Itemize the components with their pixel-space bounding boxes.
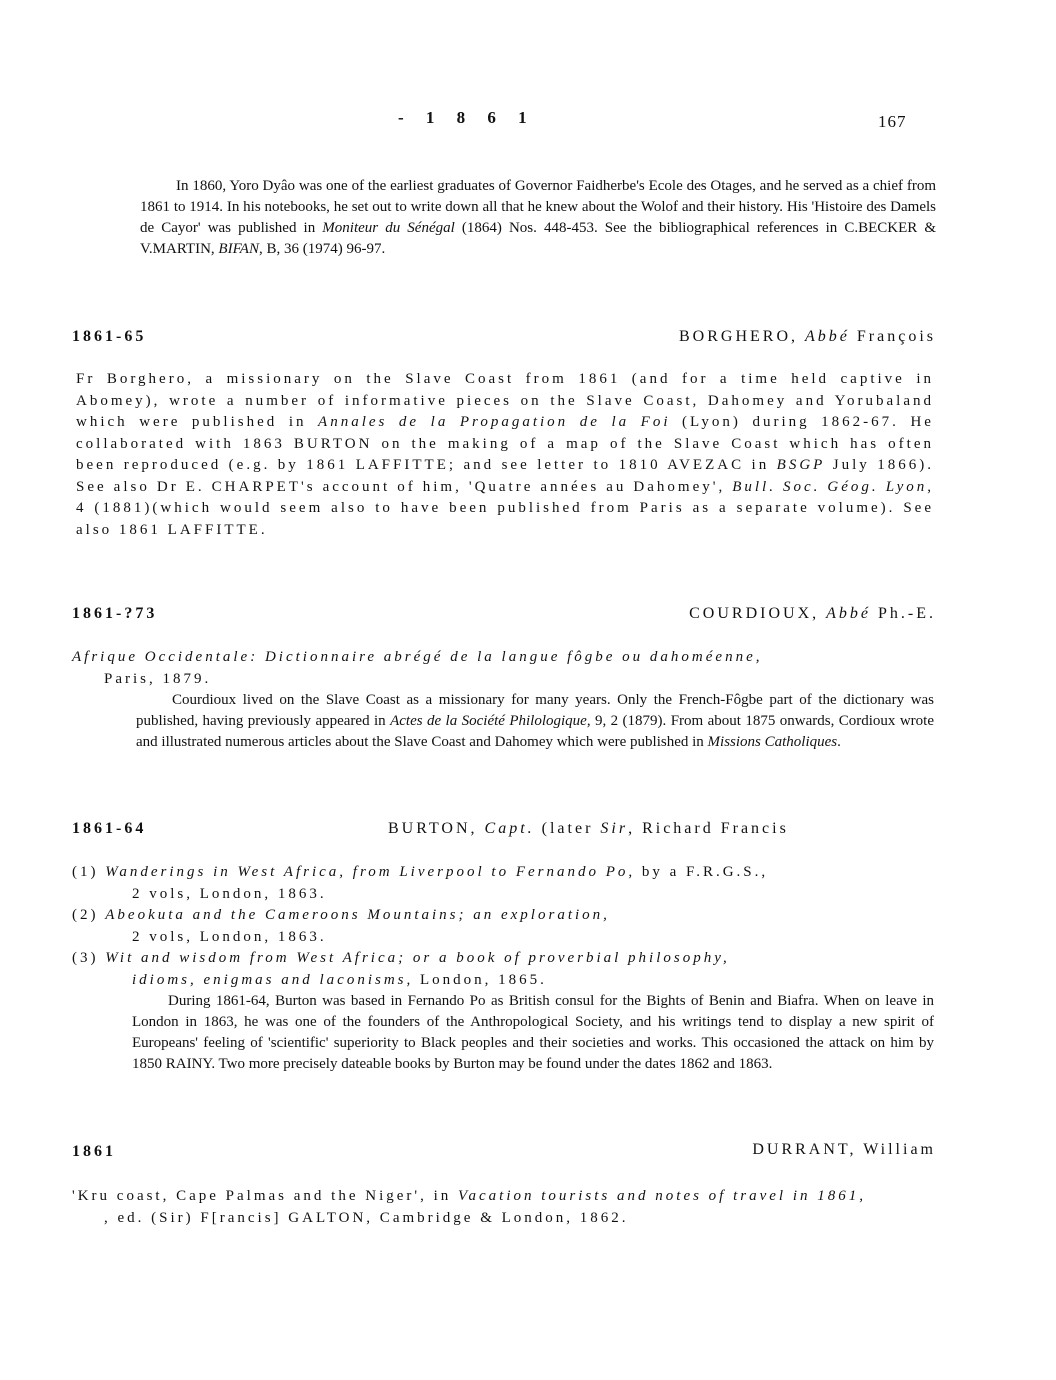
burton-work-2: (2) Abeokuta and the Cameroons Mountains; an exploration, 2 vols, London, 1863. bbox=[72, 907, 610, 945]
intro-paragraph: In 1860, Yoro Dyâo was one of the earliest graduates of Governor Faidherbe's Ecole des Otages, and he served as a chief from 1861 to 1914. In his notebooks, he set out to write down all that he knew about the Wolof and their history. His 'Histoire des Damels de Cayor' was published in Moniteur du Sénégal (1864) Nos. 448-453. See the bibliographical references in C.BECKER & V.MARTIN, BIFAN, B, 36 (1974) 96-97. bbox=[140, 178, 937, 257]
entry-note-courdioux: Courdioux lived on the Slave Coast as a missionary for many years. Only the French-Fôgbe part of the dictionary was published, having previously appeared in Actes de la Société Philologique, 9, 2 (1879). From about 1875 onwards, Cordioux wrote and illustrated numerous articles about the Slave Coast and Dahomey which were published in Missions Catholiques. bbox=[136, 692, 934, 750]
entry-date-burton: 1861-64 bbox=[72, 820, 147, 837]
entry-author-borghero: BORGHERO, Abbé François bbox=[679, 328, 936, 345]
entry-date-durrant: 1861 bbox=[72, 1143, 116, 1160]
entry-author-courdioux: COURDIOUX, Abbé Ph.-E. bbox=[689, 605, 936, 622]
page-number: 167 bbox=[878, 112, 907, 131]
entry-date-borghero: 1861-65 bbox=[72, 328, 147, 345]
entry-date-courdioux: 1861-?73 bbox=[72, 605, 158, 622]
running-head: - 1 8 6 1 bbox=[398, 108, 536, 127]
entry-author-durrant: DURRANT, William bbox=[752, 1141, 936, 1158]
entry-work-courdioux: Afrique Occidentale: Dictionnaire abrégé de la langue fôgbe ou dahoméenne, Paris, 1879. bbox=[72, 649, 763, 687]
entry-body-durrant: 'Kru coast, Cape Palmas and the Niger', in Vacation tourists and notes of travel in 1861, , ed. (Sir) F[rancis] GALTON, Cambridge & London, 1862. bbox=[72, 1188, 867, 1226]
burton-work-1: (1) Wanderings in West Africa, from Liverpool to Fernando Po, by a F.R.G.S., 2 vols, London, 1863. bbox=[72, 864, 769, 902]
entry-note-burton: During 1861-64, Burton was based in Fernando Po as British consul for the Bights of Benin and Biafra. When on leave in London in 1863, he was one of the founders of the Anthropological Society, and his writings tend to display a new spirit of Europeans' feeling of 'scientific' superiority to Black peoples and their societies and works. This occasioned the attack on him by 1850 RAINY. Two more precisely dateable books by Burton may be found under the dates 1862 and 1863. bbox=[132, 993, 934, 1072]
burton-work-3: (3) Wit and wisdom from West Africa; or a book of proverbial philosophy, idioms, enigmas and laconisms, London, 1865. bbox=[72, 950, 730, 988]
entry-body-borghero: Fr Borghero, a missionary on the Slave Coast from 1861 (and for a time held captive in Abomey), wrote a number of informative pieces on the Slave Coast, Dahomey and Yorubaland which were published in Annales de la Propagation de la Foi (Lyon) during 1862-67. He collaborated with 1863 BURTON on the making of a map of the Slave Coast which has often been reproduced (e.g. by 1861 LAFFITTE; and see letter to 1810 AVEZAC in BSGP July 1866). See also Dr E. CHARPET's account of him, 'Quatre années au Dahomey', Bull. Soc. Géog. Lyon, 4 (1881)(which would seem also to have been published from Paris as a separate volume). See also 1861 LAFFITTE. bbox=[76, 371, 934, 538]
entry-author-burton: BURTON, Capt. (later Sir, Richard Francis bbox=[388, 820, 789, 837]
